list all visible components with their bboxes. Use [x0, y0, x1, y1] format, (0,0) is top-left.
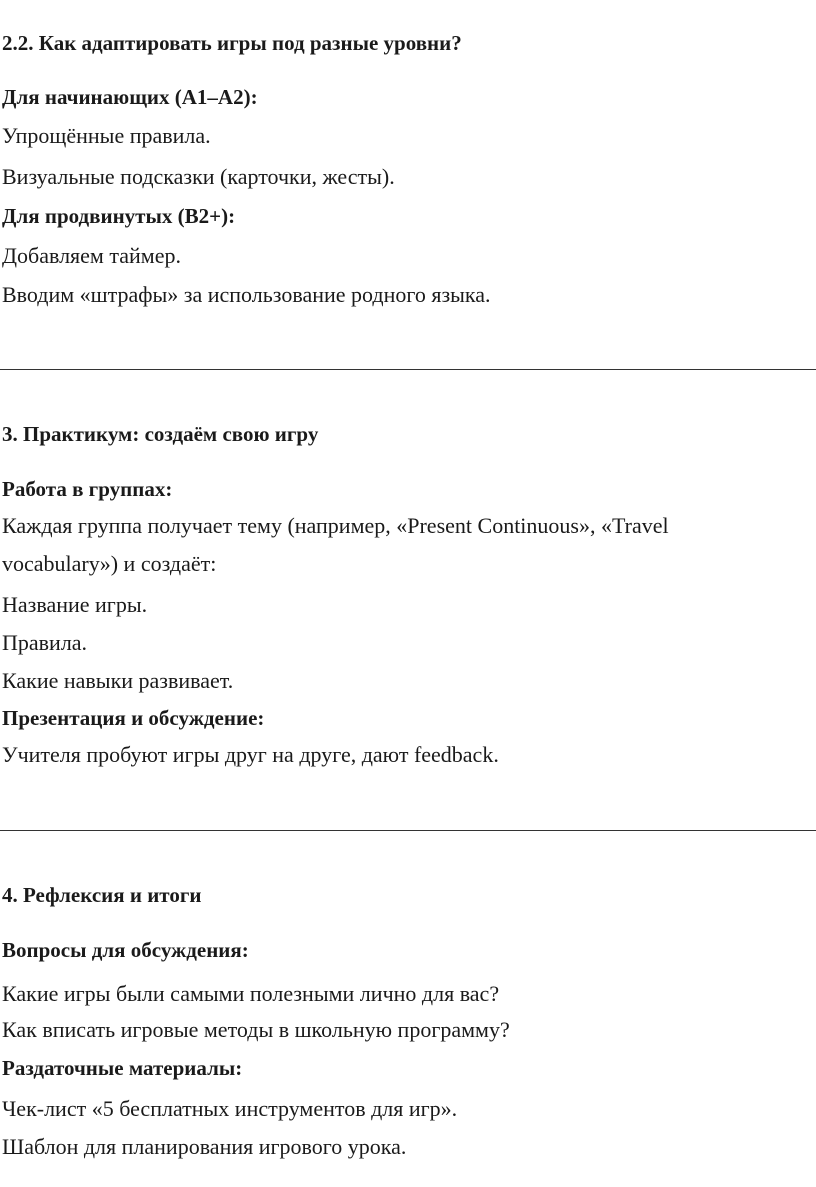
questions-item: Как вписать игровые методы в школьную программу? [2, 1017, 510, 1042]
advanced-item: Добавляем таймер. [2, 243, 181, 268]
handouts-label: Раздаточные материалы: [2, 1056, 243, 1080]
questions-item: Какие игры были самыми полезными лично для вас? [2, 981, 500, 1006]
advanced-item: Вводим «штрафы» за использование родного языка. [2, 282, 491, 307]
beginners-label: Для начинающих (A1–A2): [2, 85, 258, 109]
questions-label: Вопросы для обсуждения: [2, 938, 249, 962]
group-work-item: Название игры. [2, 592, 148, 617]
horizontal-divider [0, 830, 816, 831]
presentation-text: Учителя пробуют игры друг на друге, дают feedback. [2, 742, 499, 767]
section-3-heading: 3. Практикум: создаём свою игру [2, 422, 319, 446]
beginners-item: Визуальные подсказки (карточки, жесты). [2, 164, 395, 189]
group-work-intro: Каждая группа получает тему (например, «Present Continuous», «Travel [2, 513, 669, 538]
section-2-2-heading: 2.2. Как адаптировать игры под разные уровни? [2, 31, 462, 55]
presentation-label: Презентация и обсуждение: [2, 706, 265, 730]
handouts-item: Чек-лист «5 бесплатных инструментов для игр». [2, 1096, 458, 1121]
section-4-heading: 4. Рефлексия и итоги [2, 883, 202, 907]
beginners-item: Упрощённые правила. [2, 123, 211, 148]
horizontal-divider [0, 369, 816, 370]
group-work-item: Какие навыки развивает. [2, 668, 234, 693]
group-work-item: Правила. [2, 630, 88, 655]
handouts-item: Шаблон для планирования игрового урока. [2, 1134, 407, 1159]
advanced-label: Для продвинутых (B2+): [2, 204, 236, 228]
group-work-label: Работа в группах: [2, 477, 173, 501]
group-work-intro: vocabulary») и создаёт: [2, 551, 217, 576]
